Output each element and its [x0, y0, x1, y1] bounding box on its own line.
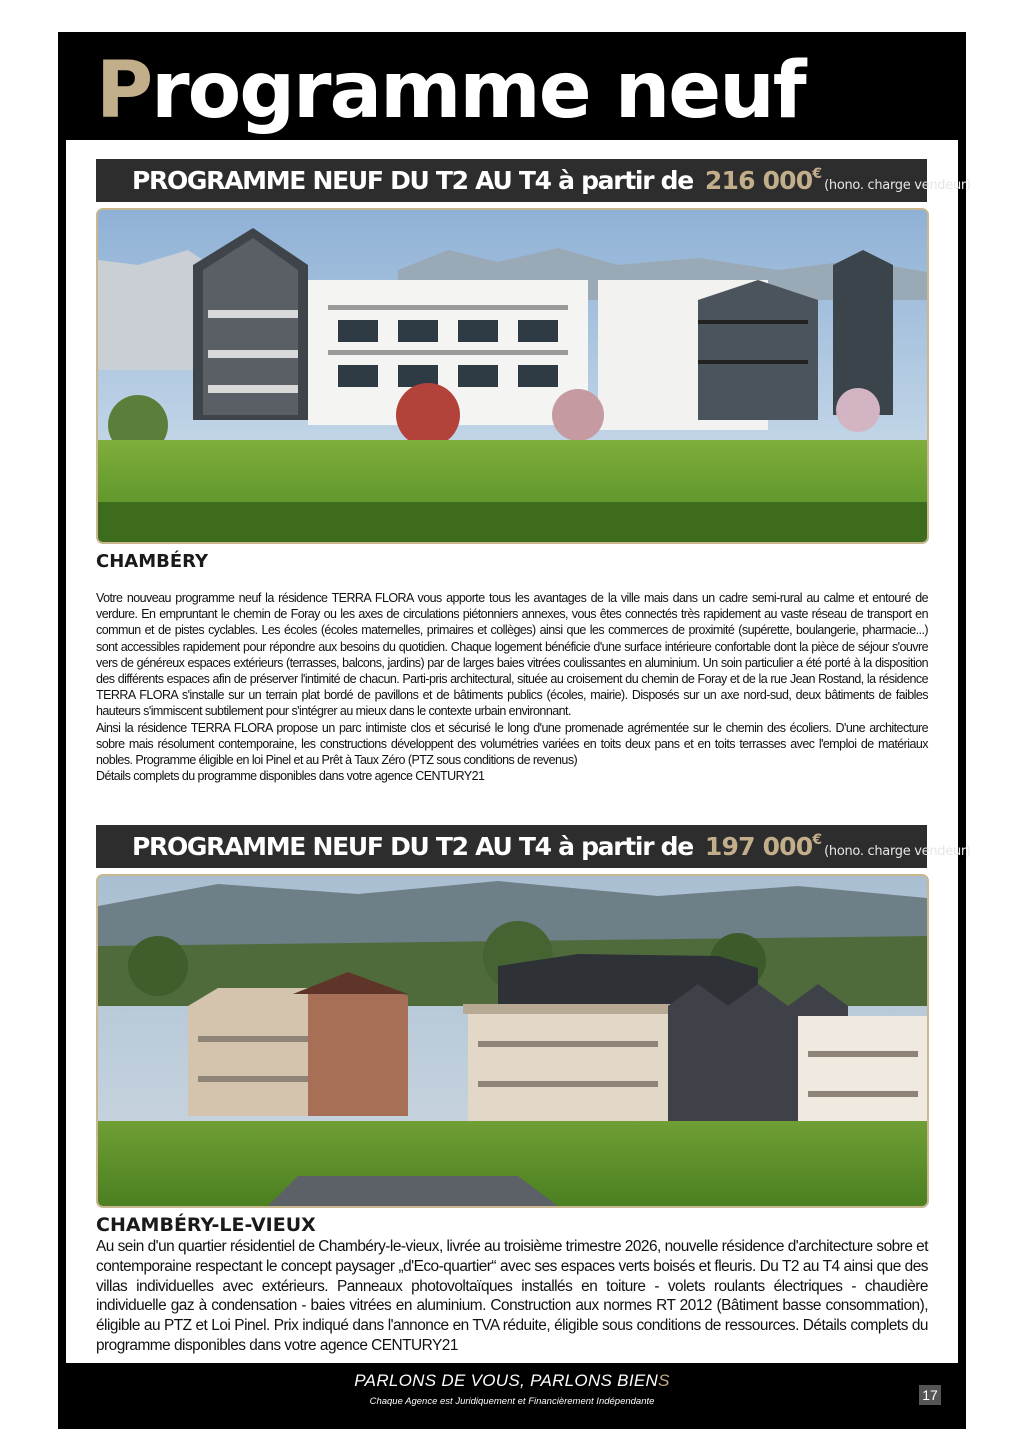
residence-rendering-image [98, 210, 927, 542]
banner-currency: € [812, 166, 823, 182]
photo-terra-flora [96, 208, 929, 544]
photo-chambery-le-vieux [96, 874, 929, 1208]
banner-fee-note: (hono. charge vendeur) [824, 844, 971, 859]
footer-slogan [0, 1371, 1024, 1391]
footer-slogan-main: PARLONS DE VOUS, PARLONS BIEN [354, 1371, 659, 1390]
page-title [96, 46, 805, 136]
page-title-rest: rogramme neuf [151, 46, 805, 136]
page-title-initial: P [96, 46, 152, 136]
banner-currency: € [812, 832, 823, 848]
footer-slogan-last: S [658, 1371, 670, 1390]
banner-headline: PROGRAMME NEUF DU T2 AU T4 à partir de [132, 832, 693, 861]
residence-rendering-image [98, 876, 927, 1206]
footer-disclaimer: Chaque Agence est Juridiquement et Financièrement Indépendante [369, 1396, 655, 1407]
banner-fee-note: (hono. charge vendeur) [824, 178, 971, 193]
banner-headline: PROGRAMME NEUF DU T2 AU T4 à partir de [132, 166, 693, 195]
city-name-chambery-le-vieux: CHAMBÉRY-LE-VIEUX [96, 1214, 316, 1236]
banner-price: 216 000 [704, 166, 813, 195]
price-banner-terra-flora [96, 159, 971, 202]
description-terra-flora: Votre nouveau programme neuf la résidence TERRA FLORA vous apporte tous les avantages de la ville mais dans un cadre semi-rural au calme et entouré de verdure. En empruntant le chemin de Foray ou les axes de circulations piétonniers annexes, vous êtes connectés très rapidement au vaste réseau de transport en commun et de pistes cyclables. Les écoles (écoles maternelles, primaires et collèges) ainsi que les commerces de proximité (supérette, boulangerie, pharmacie...) sont accessibles rapidement pour répondre aux besoins du quotidien. Chaque logement bénéficie d'une surface intérieure confortable dont la pièce de séjour s'ouvre vers de généreux espaces extérieurs (terrasses, balcons, jardins) par de larges baies vitrées coulissantes en aluminium. Un soin particulier a été porté à la disposition des différents espaces afin de préserver l'intimité de chacun. Parti-pris architectural, située au croisement du chemin de Foray et de la rue Jean Rostand, la résidence TERRA FLORA s'installe sur un terrain plat bordé de pavillons et de bâtiments publics (écoles, mairie). Disposés sur un axe nord-sud, deux bâtiments de faibles hauteurs s'immiscent subtilement pour s'intégrer au mieux dans le contexte urbain environnant. Ainsi la résidence TERRA FLORA propose un parc intimiste clos et sécurisé le long d'une promenade agrémentée sur le chemin des écoliers. D'une architecture sobre mais résolument contemporaine, les constructions développent des volumétries variées en toits deux pans et en toits terrasses avec l'emploi de matériaux nobles. Programme éligible en loi Pinel et au Prêt à Taux Zéro (PTZ sous conditions de revenus) Détails complets du programme disponibles dans votre agence CENTURY21 [96, 591, 928, 784]
description-chambery-le-vieux: Au sein d'un quartier résidentiel de Chambéry-le-vieux, livrée au troisième trimestre 2026, nouvelle résidence d'architecture sobre et contemporaine respectant le concept paysager „d'Eco-quartier“ avec ses espaces verts boisés et fleuris. Du T2 au T4 ainsi que des villas individuelles avec extérieurs. Panneaux photovoltaïques installés en toiture - volets roulants électriques - chaudière individuelle gaz à condensation - baies vitrées en aluminium. Construction aux normes RT 2012 (Bâtiment basse consommation), éligible au PTZ et Loi Pinel. Prix indiqué dans l'annonce en TVA réduite, éligible sous conditions de ressources. Détails complets du programme disponibles dans votre agence CENTURY21 [96, 1238, 928, 1354]
price-banner-chambery-le-vieux [96, 825, 971, 868]
banner-price: 197 000 [704, 832, 813, 861]
city-name-chambery: CHAMBÉRY [96, 551, 209, 572]
page-number: 17 [919, 1385, 941, 1405]
